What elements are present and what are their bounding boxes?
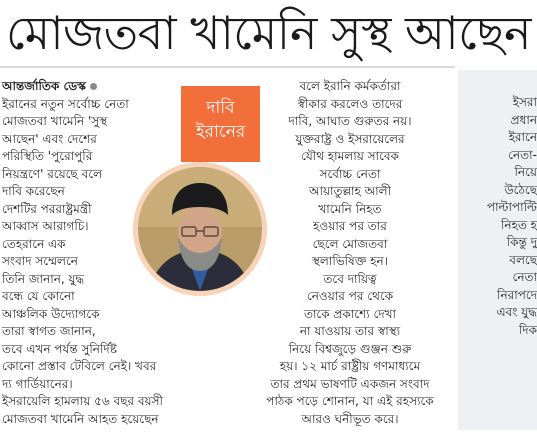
center-column-lines <box>250 78 450 428</box>
sidebar-text-line: নিহত হ <box>500 217 537 232</box>
body-text-line: মোজতবা খামেনি আহত হয়েছেন <box>2 411 159 426</box>
sidebar-text-line: এবং যুদ্ধ <box>496 305 537 319</box>
body-text-line: স্থলাভিষিক্ত হন। <box>311 254 389 268</box>
body-text-line: তবে দায়িত্ব <box>323 271 377 286</box>
body-text-line: পাঠক পড়ে শোনান, যা এই রহস্যকে <box>266 394 434 408</box>
body-text-line: না যাওয়ায় তার স্বাস্থ্য <box>299 324 401 338</box>
sidebar-text-line: ইসরা <box>512 95 537 109</box>
sidebar-text-line: প্রধান <box>510 112 537 127</box>
byline-text: আন্তর্জাতিক ডেস্ক <box>2 79 86 93</box>
body-text-line: ইরানের নতুন সর্বোচ্চ নেতা <box>2 96 129 111</box>
body-text-line: কোনো প্রস্তাব টেবিলে নেই। খবর <box>2 359 157 373</box>
right-column <box>470 94 537 339</box>
body-text-line: নিয়ে বিশ্বজুড়ে গুঞ্জন শুরু <box>288 341 412 356</box>
body-text-line: তার প্রথম ভাষণটি একজন সংবাদ <box>270 376 430 391</box>
sidebar-text-line: নেতা <box>512 270 537 284</box>
body-text-line: যৌথ হামলায় সাবেক <box>301 149 399 163</box>
sidebar-text-line: বলছে <box>509 252 537 267</box>
body-text-line: আছেন' এবং দেশের <box>2 131 97 146</box>
sidebar-text-line: কিন্তু দু <box>506 235 537 249</box>
body-text-line: নিয়ন্ত্রণে' রয়েছে বলে <box>2 166 103 181</box>
sidebar-text-line: নেতা- <box>508 147 537 162</box>
portrait-frame <box>133 162 267 296</box>
body-text-line: দেশটির পররাষ্ট্রমন্ত্রী <box>2 201 92 216</box>
portrait-illustration <box>138 167 262 291</box>
body-text-line: স্বীকার করলেও তাদের <box>297 96 403 111</box>
body-text-line: বলে ইরানি কর্মকর্তারা <box>299 79 401 93</box>
center-column <box>250 78 450 428</box>
headline-divider <box>0 66 455 68</box>
body-text-line: তাকে প্রকাশ্যে দেখা <box>303 306 397 321</box>
body-text-line: সংবাদ সম্মেলনে <box>2 254 78 268</box>
tag-line-2: ইরানের <box>195 122 246 142</box>
body-text-line: আঞ্চলিক উদ্যোগকে <box>2 306 100 321</box>
body-text-line: দাবি, আঘাত গুরুতর নয়। <box>288 114 412 128</box>
tag-line-1: দাবি <box>206 98 235 118</box>
body-text-line: আয়াতুল্লাহ আলী <box>308 184 392 198</box>
body-text-line: দাবি করেছেন <box>2 184 65 198</box>
body-text-line: হয়। ১২ মার্চ রাষ্ট্রীয় গণমাধ্যমে <box>279 359 421 373</box>
portrait-photo <box>138 167 262 291</box>
body-text-line: আরও ঘনীভূত করে। <box>301 411 399 426</box>
body-text-line: যুক্তরাষ্ট্র ও ইসরায়েলের <box>295 131 405 146</box>
body-text-line: তারা স্বাগত জানান, <box>2 324 96 338</box>
body-text-line: ইসরায়েলি হামলায় ৫৬ বছর বয়সী <box>2 394 163 408</box>
body-text-line: মোজতবা খামেনি 'সুস্থ <box>2 114 108 128</box>
headline: মোজতবা খামেনি সুস্থ আছেন <box>5 6 532 60</box>
body-text-line: হওয়ার পর তার <box>313 219 387 233</box>
body-text-line: খামেনি নিহত <box>318 201 382 216</box>
body-text-line: ছেলে মোজতবা <box>312 236 388 251</box>
right-column-lines <box>470 94 537 339</box>
sidebar-text-line: দিক <box>518 322 537 337</box>
body-text-line: বন্ধে যে কোনো <box>2 289 75 303</box>
sidebar-text-line: উঠেছে <box>504 182 537 197</box>
body-text-line: আব্বাস আরাগচি। <box>2 219 89 233</box>
sidebar-text-line: ইরানে <box>508 130 537 144</box>
body-text-line: তিনি জানান, যুদ্ধ <box>2 271 85 286</box>
body-text-line: নেওয়ার পর থেকে <box>306 289 394 303</box>
sidebar-text-line: পাল্টাপাল্টি <box>486 200 537 214</box>
bullet-icon <box>90 83 97 90</box>
body-text-line: সর্বোচ্চ নেতা <box>319 166 381 181</box>
body-text-line: তেহরানে এক <box>2 236 66 251</box>
claim-tag <box>181 86 260 162</box>
body-text-line: তবে এখন পর্যন্ত সুনির্দিষ্ট <box>2 341 117 356</box>
body-text-line: দ্য গার্ডিয়ানের। <box>2 376 73 391</box>
sidebar-text-line: নিয়ে <box>514 165 537 179</box>
sidebar-text-line: নিরাপদে <box>497 287 537 302</box>
body-text-line: পরিস্থিতি 'পুরোপুরি <box>2 149 93 163</box>
